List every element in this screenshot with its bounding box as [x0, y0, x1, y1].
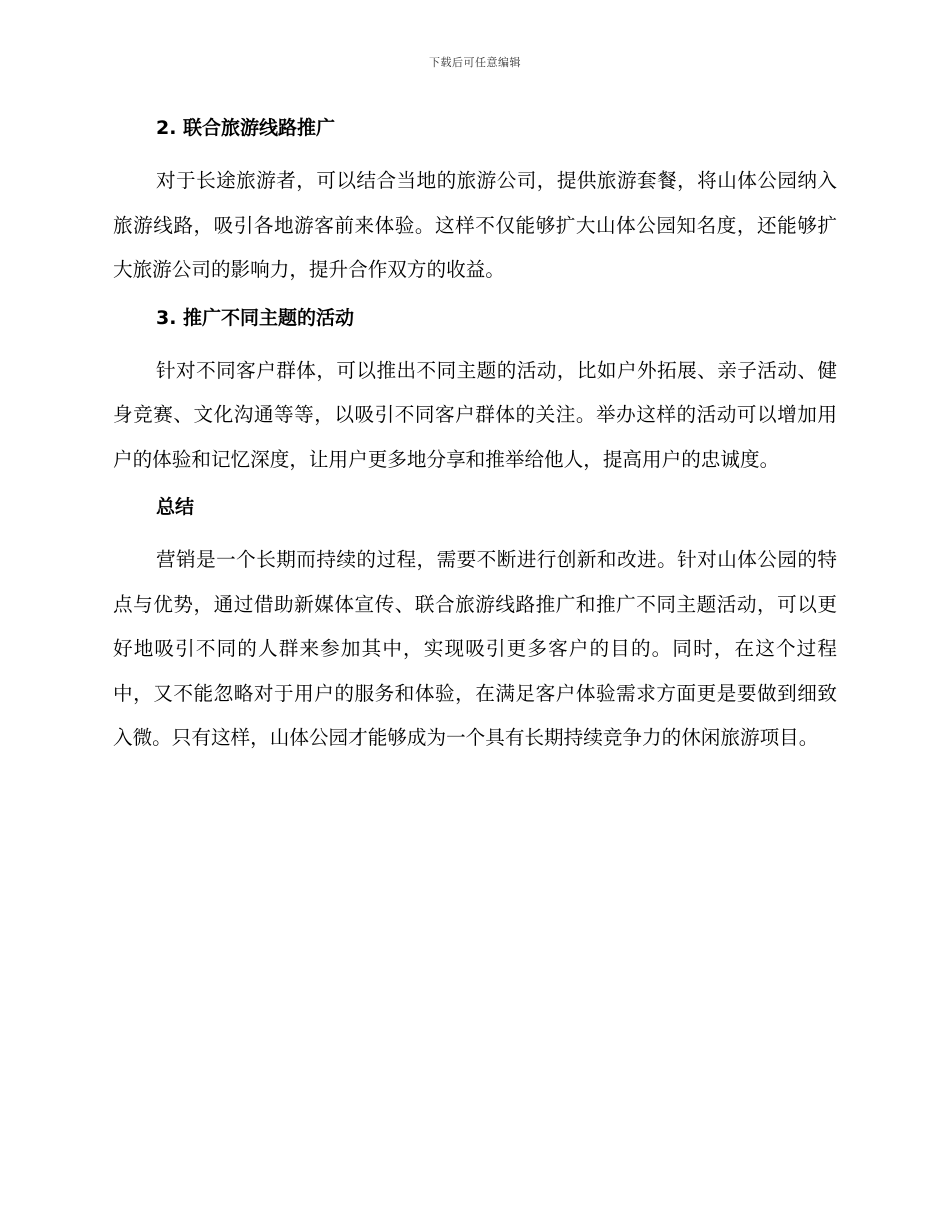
document-body — [113, 113, 837, 761]
summary-heading: 总结 — [156, 496, 195, 518]
section-heading: 2. 联合旅游线路推广 — [156, 117, 336, 139]
page-header-note: 下载后可任意编辑 — [429, 56, 521, 69]
section-heading: 3. 推广不同主题的活动 — [156, 306, 355, 329]
section-paragraph: 针对不同客户群体，可以推出不同主题的活动，比如户外拓展、亲子活动、健身竞赛、文化沟通等等，以吸引不同客户群体的关注。举办这样的活动可以增加用户的体验和记忆深度，让用户更多地分享和推举给他人，提高用户的忠诚度。 — [113, 358, 837, 471]
section-paragraph: 对于长途旅游者，可以结合当地的旅游公司，提供旅游套餐，将山体公园纳入旅游线路，吸引各地游客前来体验。这样不仅能够扩大山体公园知名度，还能够扩大旅游公司的影响力，提升合作双方的收益。 — [113, 169, 837, 281]
summary-paragraph: 营销是一个长期而持续的过程，需要不断进行创新和改进。针对山体公园的特点与优势，通过借助新媒体宣传、联合旅游线路推广和推广不同主题活动，可以更好地吸引不同的人群来参加其中，实现吸引更多客户的目的。同时，在这个过程中，又不能忽略对于用户的服务和体验，在满足客户体验需求方面更是要做到细致入微。只有这样，山体公园才能够成为一个具有长期持续竞争力的休闲旅游项目。 — [113, 548, 837, 749]
